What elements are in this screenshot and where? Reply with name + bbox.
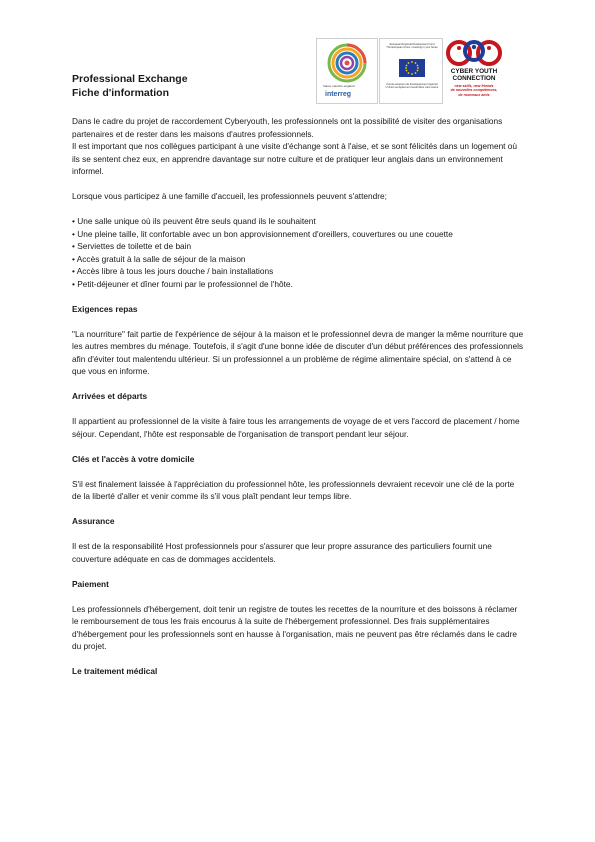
expectations-list (72, 215, 524, 290)
list-item: • Accès libre à tous les jours douche / bain installations (72, 266, 274, 276)
interreg-wordmark: interreg (325, 91, 352, 98)
cyc-subtitle-1: new skills, new friends (454, 84, 494, 88)
eu-text-top-2: The European Union, investing in your future (386, 46, 438, 50)
cyc-subtitle-2: de nouvelles compétences, (450, 88, 498, 93)
eu-flag-icon (399, 59, 425, 77)
cyber-youth-connection-logo (445, 38, 503, 104)
section-paragraph-insurance: Il est de la responsabilité Host professionnels pour s'assurer que leur propre assurance des particuliers fournit une couverture adéquate en cas de dommages accidentels. (72, 541, 492, 564)
cyc-emblem-icon (445, 38, 503, 68)
interreg-logo (316, 38, 378, 104)
section-paragraph-arrivals: Il appartient au professionnel de la visite à faire tous les arrangements de voyage de et vers l'accord de placement / home séjour. Cependant, l'hôte est responsable de l'organisation de transport pendant leur séjour. (72, 416, 520, 439)
cyc-subtitle-3: de nouveaux amis (458, 92, 490, 97)
section-paragraph-meals: "La nourriture" fait partie de l'expérience de séjour à la maison et le professionnel devra de manger la même nourriture que les autres membres du ménage. Toutefois, il s'agit d'une bonne idée de discuter d'un début préférences des professionnels afin d'éviter tout malentendu ultérieur. Si un professionnel a un problème de régime alimentaire spécial, on s'attend à ce que vous en informe. (72, 328, 524, 376)
intro-paragraph-3: Lorsque vous participez à une famille d'accueil, les professionnels peuvent s'attendre; (72, 191, 387, 201)
eu-fund-logo (379, 38, 443, 104)
document-title: Professional Exchange (72, 73, 188, 85)
section-paragraph-keys: S'il est finalement laissée à l'appréciation du professionnel hôte, les professionnels devraient recevoir une clé de la porte de la liberté d'aller et venir comme ils s'il vous plaît pendant leur temps libre. (72, 478, 515, 501)
interreg-line-manche: manche (332, 84, 343, 88)
section-heading-medical: Le traitement médical (72, 666, 158, 676)
section-heading-meals: Exigences repas (72, 303, 138, 314)
section-heading-insurance: Assurance (72, 516, 115, 526)
section-paragraph-payment: Les professionnels d'hébergement, doit tenir un registre de toutes les recettes de la nourriture et des boissons à réclamer le remboursement de tous les frais encourus à la suite de l'hébergement professionnel. Des frais supplémentaires d'hébergement pour les professionnels sont en hausse à l'organisation, mais ne peuvent pas être réclamés dans le cadre du projet. (72, 603, 518, 651)
eu-text-bottom-1: Fonds européen de développement régional (386, 83, 438, 86)
intro-paragraph-1: Dans le cadre du projet de raccordement Cyberyouth, les professionnels ont la possibilité de visiter des organisations partenaires et de rester dans les maisons d'autres professionnels. (72, 116, 503, 139)
list-item: • Une salle unique où ils peuvent être seuls quand ils le souhaitent (72, 216, 316, 226)
section-heading-keys: Clés et l'accès à votre domicile (72, 453, 195, 464)
intro-paragraph-2: Il est important que nos collègues participant à une visite d'échange sont à l'aise, et se sont félicités dans un logement où ils se sentent chez eux, en apprendre davantage sur notre culture et de pratiquer leur anglais dans un environnement informel. (72, 141, 518, 176)
document-title-block (72, 72, 188, 100)
list-item: • Petit-déjeuner et dîner fourni par le professionnel de l'hôte. (72, 278, 293, 289)
list-item: • Accès gratuit à la salle de séjour de la maison (72, 253, 246, 264)
interreg-line-france: france (323, 84, 332, 88)
eu-text-bottom-2: L'Union européenne investit dans votre avenir (385, 86, 439, 90)
document-body (72, 115, 524, 690)
partner-logos (316, 38, 502, 104)
document-subtitle: Fiche d'information (72, 87, 169, 99)
cyc-title-line-2: CONNECTION (452, 75, 496, 82)
section-heading-payment: Paiement (72, 578, 109, 589)
interreg-line-england: england (343, 84, 355, 88)
cyc-title-line-1: CYBER YOUTH (450, 68, 498, 75)
eu-text-top-1: European Regional Development Fund (389, 43, 435, 46)
list-item: • Une pleine taille, lit confortable avec un bon approvisionnement d'oreillers, couvertures ou une couette (72, 228, 453, 239)
section-heading-arrivals: Arrivées et départs (72, 391, 148, 401)
list-item: • Serviettes de toilette et de bain (72, 241, 192, 251)
